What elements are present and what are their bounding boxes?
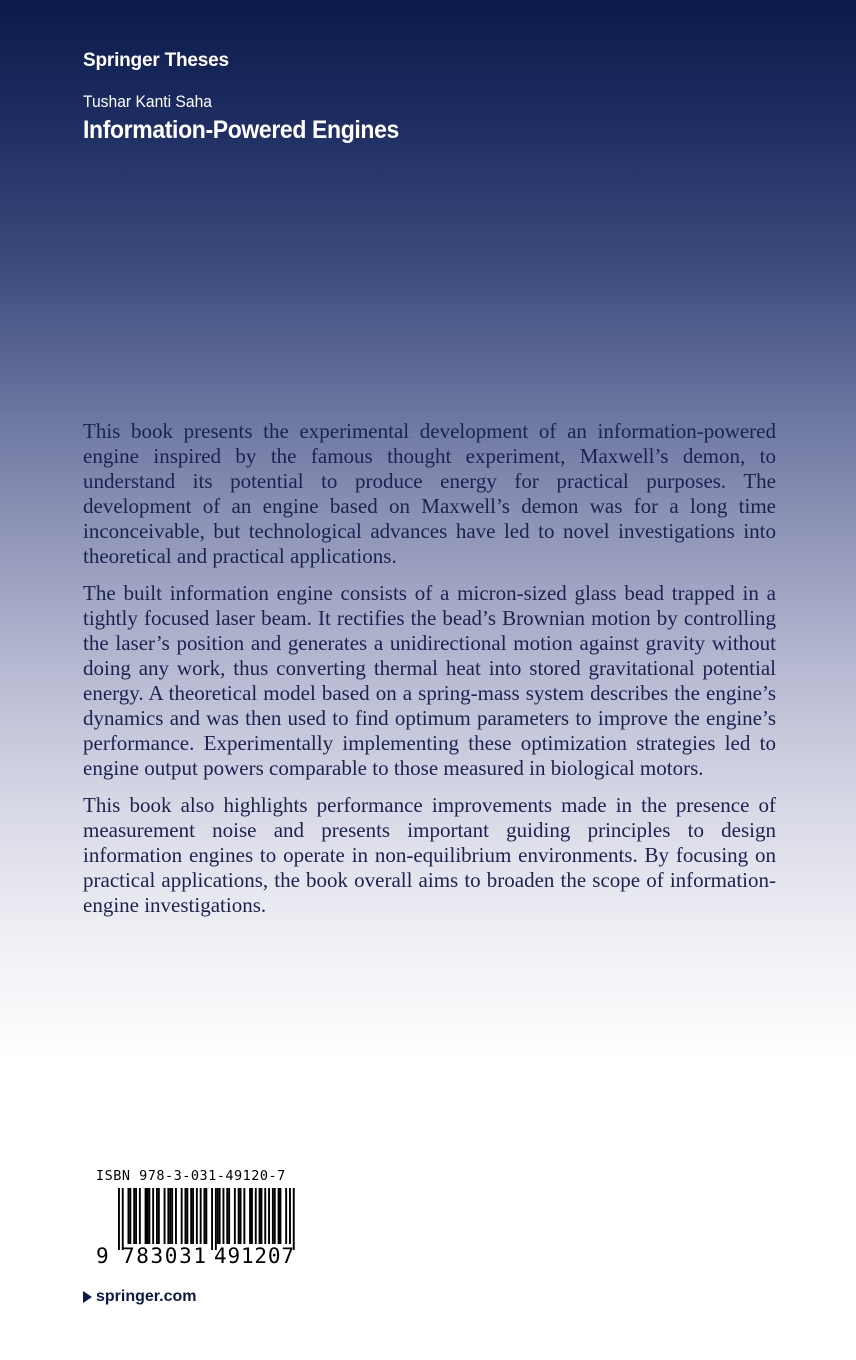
- barcode-bar: [278, 1188, 280, 1244]
- barcode-bar: [223, 1188, 225, 1244]
- barcode-bar: [255, 1188, 257, 1244]
- barcode-bar: [204, 1188, 206, 1244]
- barcode-bar: [118, 1188, 120, 1250]
- book-blurb: [83, 419, 776, 930]
- cover-header: [83, 50, 426, 145]
- barcode-bar: [185, 1188, 187, 1244]
- barcode-bar: [158, 1188, 160, 1244]
- barcode-bar: [240, 1188, 242, 1244]
- barcode-bar: [217, 1188, 219, 1244]
- blurb-paragraph-1: This book presents the experimental development of an information-powered engine inspired by the famous thought experiment, Maxwell’s demon, to understand its potential to produce energy for practical purposes. The development of an engine based on Maxwell’s demon was for a long time inconceivable, but technological advances have led to novel investigations into theoretical and practical applications.: [83, 419, 776, 568]
- barcode-bar: [272, 1188, 274, 1244]
- series-name: Springer Theses: [83, 50, 229, 71]
- barcode-bar: [243, 1188, 245, 1244]
- barcode: [90, 1186, 306, 1268]
- barcode-bar: [293, 1188, 295, 1250]
- barcode-bar: [234, 1188, 236, 1244]
- book-title: Information-Powered Engines: [83, 116, 399, 144]
- barcode-bar: [249, 1188, 251, 1244]
- barcode-bar: [274, 1188, 276, 1244]
- barcode-bar: [175, 1188, 177, 1244]
- barcode-bar: [226, 1188, 228, 1244]
- barcode-bar: [148, 1188, 150, 1244]
- barcode-bar: [169, 1188, 171, 1244]
- barcode-bar: [156, 1188, 158, 1244]
- barcode-digits-group-1: 783031: [122, 1244, 206, 1268]
- barcode-bar: [200, 1188, 202, 1244]
- barcode-bar: [280, 1188, 282, 1244]
- barcode-bar: [261, 1188, 263, 1244]
- barcode-bar: [135, 1188, 137, 1244]
- barcode-bar: [238, 1188, 240, 1244]
- barcode-bar: [171, 1188, 173, 1244]
- barcode-bar: [147, 1188, 149, 1244]
- barcode-bar: [268, 1188, 270, 1244]
- barcode-bar: [215, 1188, 217, 1250]
- springer-url-text: springer.com: [96, 1288, 197, 1305]
- springer-link[interactable]: [83, 1288, 196, 1306]
- barcode-bar: [285, 1188, 287, 1244]
- barcode-digits-group-2: 491207: [214, 1244, 294, 1268]
- barcode-lead-digit: 9: [96, 1244, 109, 1268]
- barcode-bar: [167, 1188, 169, 1244]
- barcode-bar: [129, 1188, 131, 1244]
- barcode-bar: [122, 1188, 124, 1250]
- barcode-bar: [196, 1188, 198, 1244]
- barcode-bar: [211, 1188, 213, 1250]
- barcode-bar: [181, 1188, 183, 1244]
- barcode-bar: [186, 1188, 188, 1244]
- barcode-bar: [251, 1188, 253, 1244]
- barcode-bar: [228, 1188, 230, 1244]
- barcode-bar: [205, 1188, 207, 1244]
- play-arrow-icon: [83, 1291, 92, 1303]
- barcode-bar: [264, 1188, 266, 1244]
- barcode-bar: [152, 1188, 154, 1244]
- barcode-bar: [164, 1188, 166, 1244]
- barcode-bar: [190, 1188, 192, 1244]
- barcode-bar: [219, 1188, 221, 1244]
- author-name: Tushar Kanti Saha: [83, 92, 212, 111]
- barcode-bar: [128, 1188, 130, 1244]
- barcode-bar: [139, 1188, 141, 1244]
- blurb-paragraph-2: The built information engine consists of a micron-sized glass bead trapped in a tightly focused laser beam. It rectifies the bead’s Brownian motion by controlling the laser’s position and generates a unidirectional motion against gravity without doing any work, thus converting thermal heat into stored gravitational potential energy. A theoretical model based on a spring-mass system describes the engine’s dynamics and was then used to find optimum parameters to improve the engine’s performance. Experimentally implementing these optimization strategies led to engine output powers comparable to those measured in biological motors.: [83, 581, 776, 780]
- barcode-bar: [145, 1188, 147, 1244]
- blurb-paragraph-3: This book also highlights performance improvements made in the presence of measurement noise and presents important guiding principles to design information engines to operate in non-equilibrium environments. By focusing on practical applications, the book overall aims to broaden the scope of information-engine investigations.: [83, 793, 776, 917]
- barcode-bar: [133, 1188, 135, 1244]
- barcode-bar: [259, 1188, 261, 1244]
- isbn-label: ISBN 978-3-031-49120-7: [96, 1168, 286, 1184]
- barcode-bar: [192, 1188, 194, 1244]
- barcode-bar: [289, 1188, 291, 1244]
